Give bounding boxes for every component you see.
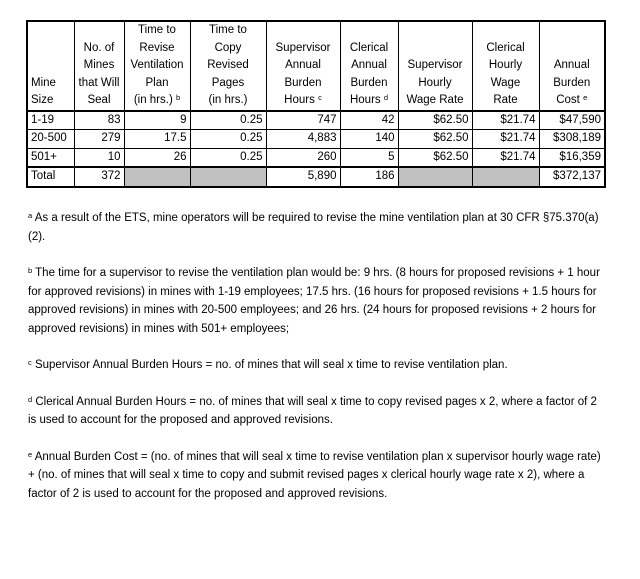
footnote-marker: d [383, 93, 389, 102]
table-cell: 5 [340, 148, 398, 167]
table-cell: 279 [74, 130, 124, 149]
footnote-marker: d [28, 394, 33, 404]
footnote-marker: e [28, 449, 33, 459]
table-cell: $16,359 [539, 148, 605, 167]
table-cell: $62.50 [398, 111, 472, 130]
footnote-marker: a [28, 211, 33, 220]
table-cell: $21.74 [472, 111, 539, 130]
footnote: $^a$ As a result of the ETS, mine operators will be required to revise the mine ventilation plan at 30 CFR §75.370(a)(2). [28, 211, 599, 243]
total-cell [190, 167, 266, 187]
column-header: Clerical Annual Burden Hours $^d$ [340, 21, 398, 111]
column-header: Annual Burden Cost $^e$ [539, 21, 605, 111]
total-cell [124, 167, 190, 187]
table-cell: $21.74 [472, 130, 539, 149]
column-header: Mine Size [27, 21, 74, 111]
table-cell: $62.50 [398, 130, 472, 149]
footnote: $^b$ The time for a supervisor to revise the ventilation plan would be: 9 hrs. (8 hours for proposed revisions + 1 hour for approved revisions) in mines with 1-19 employees; 17.5 hrs. (16 hours for proposed revisions + 1.5 hours for approved revisions) in mines with 20-500 employees; and 26 hrs. (24 hours for proposed revisions + 2 hours for approved revisions) in mines with 501+ employees; [28, 266, 600, 335]
table-cell: 1-19 [27, 111, 74, 130]
footnote: $^e$ Annual Burden Cost = (no. of mines that will seal x time to revise ventilation plan x supervisor hourly wage rate) + (no. of mines that will seal x time to copy and submit revised pages x clerical hourly wage rate x 2), where a factor of 2 is used to account for the proposed and approved revisions. [28, 449, 601, 500]
total-cell: Total [27, 167, 74, 187]
table-cell: 17.5 [124, 130, 190, 149]
table-cell: $62.50 [398, 148, 472, 167]
footnote-marker: c [318, 93, 322, 102]
table-cell: 26 [124, 148, 190, 167]
total-cell [472, 167, 539, 187]
header-row [27, 21, 605, 111]
footnote: $^d$ Clerical Annual Burden Hours = no. of mines that will seal x time to copy revised pages x 2, where a factor of 2 is used to account for the proposed and approved revisions. [28, 394, 597, 426]
table-cell: 140 [340, 130, 398, 149]
footnote: $^c$ Supervisor Annual Burden Hours = no. of mines that will seal x time to revise ventilation plan. [28, 358, 508, 371]
burden-table-container [26, 20, 604, 188]
table-row [27, 130, 605, 149]
table-cell: 0.25 [190, 148, 266, 167]
column-header: Clerical Hourly Wage Rate [472, 21, 539, 111]
table-cell: $21.74 [472, 148, 539, 167]
footnote-marker: c [28, 358, 32, 367]
table-cell: 747 [266, 111, 340, 130]
total-cell: 372 [74, 167, 124, 187]
total-cell: 5,890 [266, 167, 340, 187]
burden-table [26, 20, 606, 188]
table-cell: 9 [124, 111, 190, 130]
table-cell: 0.25 [190, 130, 266, 149]
table-cell: $308,189 [539, 130, 605, 149]
table-cell: 20-500 [27, 130, 74, 149]
table-cell: 0.25 [190, 111, 266, 130]
column-header: No. of Mines that Will Seal [74, 21, 124, 111]
table-cell: $47,590 [539, 111, 605, 130]
column-header: Time to Copy Revised Pages (in hrs.) [190, 21, 266, 111]
table-body [27, 111, 605, 187]
table-cell: 83 [74, 111, 124, 130]
table-cell: 260 [266, 148, 340, 167]
table-row [27, 148, 605, 167]
total-cell [398, 167, 472, 187]
column-header: Supervisor Hourly Wage Rate [398, 21, 472, 111]
total-cell: 186 [340, 167, 398, 187]
footnote-marker: b [28, 266, 33, 275]
table-cell: 501+ [27, 148, 74, 167]
column-header: Supervisor Annual Burden Hours $^c$ [266, 21, 340, 111]
table-cell: 4,883 [266, 130, 340, 149]
table-cell: 42 [340, 111, 398, 130]
table-row [27, 111, 605, 130]
footnote-marker: b [176, 93, 181, 102]
column-header: Time to Revise Ventilation Plan (in hrs.) $^b$ [124, 21, 190, 111]
footnotes [28, 209, 606, 503]
total-row [27, 167, 605, 187]
total-cell: $372,137 [539, 167, 605, 187]
table-cell: 10 [74, 148, 124, 167]
footnote-marker: e [583, 93, 588, 102]
